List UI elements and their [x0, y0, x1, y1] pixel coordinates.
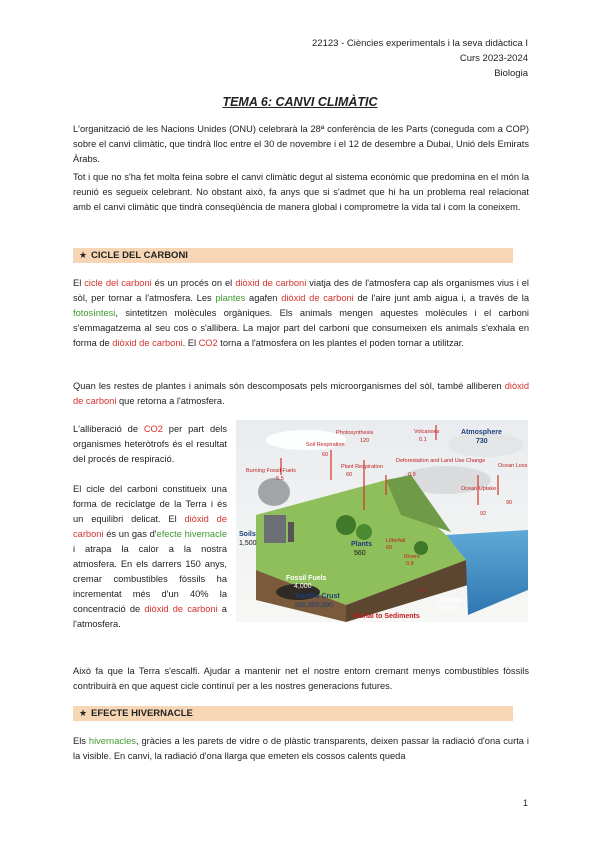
label-rivers: Rivers [404, 554, 420, 560]
label-burial: Burial to Sediments [354, 613, 420, 620]
label-burning: Burning Fossil Fuels [246, 468, 296, 474]
label-fossil-fuels: Fossil Fuels [286, 575, 327, 582]
term-co2: diòxid de carboni [281, 293, 354, 303]
svg-text:730: 730 [476, 438, 488, 445]
section-heading-greenhouse [73, 706, 513, 721]
term-greenhouses: hivernacles [88, 736, 136, 746]
cloud [448, 433, 524, 457]
term-co2: diòxid de carboni [144, 604, 218, 614]
label-ocean-loss: Ocean Loss [498, 463, 528, 469]
label-ocean-uptake: Ocean Uptake [461, 486, 497, 492]
term-co2: diòxid de carboni [235, 278, 307, 288]
label-earths-crust: Earth's Crust [296, 593, 340, 600]
intro-paragraph-2: Tot i que no s'ha fet molta feina sobre el canvi climàtic degut al sistema econòmic que predomina en el món la reunió es segueix celebrant. No obstant això, fa anys que si s'admet que hi ha un problema real relacionat amb el canvi climàtic que tindrà conseqüència de manera global i comprometre la vida tal i com la coneixem. [73, 172, 529, 212]
term-co2: diòxid de carboni [112, 338, 183, 348]
side-paragraph-respiration: L'alliberació de CO2 per part dels organismes heteròtrofs és el resultat del procés de respiració. [73, 424, 228, 464]
carbon-cycle-paragraph-1: El cicle del carboni és un procés on el diòxid de carboni viatja des de l'atmosfera cap als organismes vius i el sòl, per tornar a l'atmosfera. Les plantes agafen diòxid de carboni de l'aire junt amb aigua i, a través de la fotosíntesi, sintetitzen molècules orgàniques. Els animals mengen aquestes molècules i el carboni s'emmagatzema al seu cos o s'allibera. La major part del carboni que consumeixen els animals s'exhala en forma de diòxid de carboni. El CO2 torna a l'atmosfera on les plantes el poden tornar a utilitzar. [73, 278, 530, 348]
label-litterfall: Litterfall [386, 538, 406, 544]
intro-paragraph-1: L'organització de les Nacions Unides (ONU) celebrarà la 28ª conferència de les Parts (coneguda com a COP) sobre el canvi climàtic, que tindrà lloc entre el 30 de novembre i el 12 de desembre a Dubai, Unió dels Emirats Àrabs. [73, 124, 529, 164]
svg-text:0.1: 0.1 [418, 588, 426, 594]
term-photosynthesis: fotosíntesi [73, 308, 116, 318]
document-header [312, 36, 528, 81]
header-year: Curs 2023-2024 [459, 53, 528, 64]
svg-text:92: 92 [480, 511, 487, 517]
svg-text:5.5: 5.5 [276, 476, 284, 482]
factory-building [264, 515, 286, 543]
page-number: 1 [522, 798, 528, 808]
carbon-cycle-paragraph-3: Això fa que la Terra s'escalfi. Ajudar a mantenir net el nostre entorn cremant menys combustibles fòssils contribuirà en que aquest cicle continuï per a les nostres generacions futures. [73, 666, 529, 691]
tree [356, 524, 372, 540]
svg-text:1,500: 1,500 [239, 540, 257, 547]
svg-text:60: 60 [346, 472, 353, 478]
carbon-cycle-paragraph-2: Quan les restes de plantes i animals són descomposats pels microorganismes del sòl, també alliberen diòxid de carboni que retorna a l'atmosfera. [73, 381, 529, 406]
smoke [258, 478, 290, 506]
section-heading-carbon-cycle [73, 248, 513, 263]
svg-text:120: 120 [360, 438, 370, 444]
label-deforestation: Deforestation and Land Use Change [396, 458, 486, 464]
term-co2-formula: CO2 [143, 424, 163, 434]
tree [414, 541, 428, 555]
svg-text:4,000: 4,000 [294, 583, 312, 590]
tree [336, 515, 356, 535]
label-photosynthesis: Photosynthesis [336, 430, 374, 436]
side-paragraph-balance: El cicle del carboni constitueix una forma de reciclatge de la Terra i és un equilibri delicat. El diòxid de carboni és un gas d'efecte hivernacle i atrapa la calor a la nostra atmosfera. En els darrers 150 anys, cremar combustibles fòssils ha incrementat més d'un 40% la concentració de diòxid de carboni a l'atmosfera. [73, 484, 227, 629]
svg-text:560: 560 [354, 550, 366, 557]
svg-text:60: 60 [386, 545, 393, 551]
header-course: 22123 - Ciències experimentals i la seva didàctica I [312, 38, 528, 49]
greenhouse-paragraph-1: Els hivernacles, gràcies a les parets de vidre o de plàstic transparents, deixen passar la radiació d'ona curta i la visible. En canvi, la radiació d'ona llarga que emeten els cossos calents queda [73, 736, 529, 761]
star-icon: ★ [79, 708, 88, 718]
label-plant-respiration: Plant Respiration [341, 464, 383, 470]
svg-text:60: 60 [322, 452, 329, 458]
term-co2: diòxid de carboni [73, 381, 529, 406]
header-subject: Biologia [494, 68, 528, 79]
svg-text:38,000: 38,000 [436, 605, 458, 612]
term-greenhouse: efecte hivernacle [156, 529, 227, 539]
factory-chimney [288, 522, 294, 542]
term-plants: plantes [215, 293, 246, 303]
term-co2: diòxid de carboni [73, 514, 227, 539]
section-heading-text: CICLE DEL CARBONI [91, 250, 188, 261]
label-oceans: Oceans [436, 597, 462, 604]
label-soils: Soils [239, 531, 256, 538]
svg-text:0.9: 0.9 [408, 472, 416, 478]
svg-text:0.1: 0.1 [419, 437, 427, 443]
term-co2-formula: CO2 [198, 338, 218, 348]
section-heading-text: EFECTE HIVERNACLE [91, 708, 193, 719]
label-volcanoes: Volcanoes [414, 429, 440, 435]
star-icon: ★ [79, 250, 88, 260]
carbon-cycle-diagram [236, 420, 528, 622]
svg-text:0.8: 0.8 [406, 561, 414, 567]
label-plants: Plants [351, 541, 373, 548]
label-soil-respiration: Soil Respiration [306, 442, 345, 448]
label-atmosphere: Atmosphere [461, 429, 502, 436]
page-title: TEMA 6: CANVI CLIMÀTIC [222, 95, 378, 109]
term-carbon-cycle: cicle del carboni [84, 278, 152, 288]
svg-text:100,000,000: 100,000,000 [294, 602, 333, 609]
svg-text:90: 90 [506, 500, 513, 506]
